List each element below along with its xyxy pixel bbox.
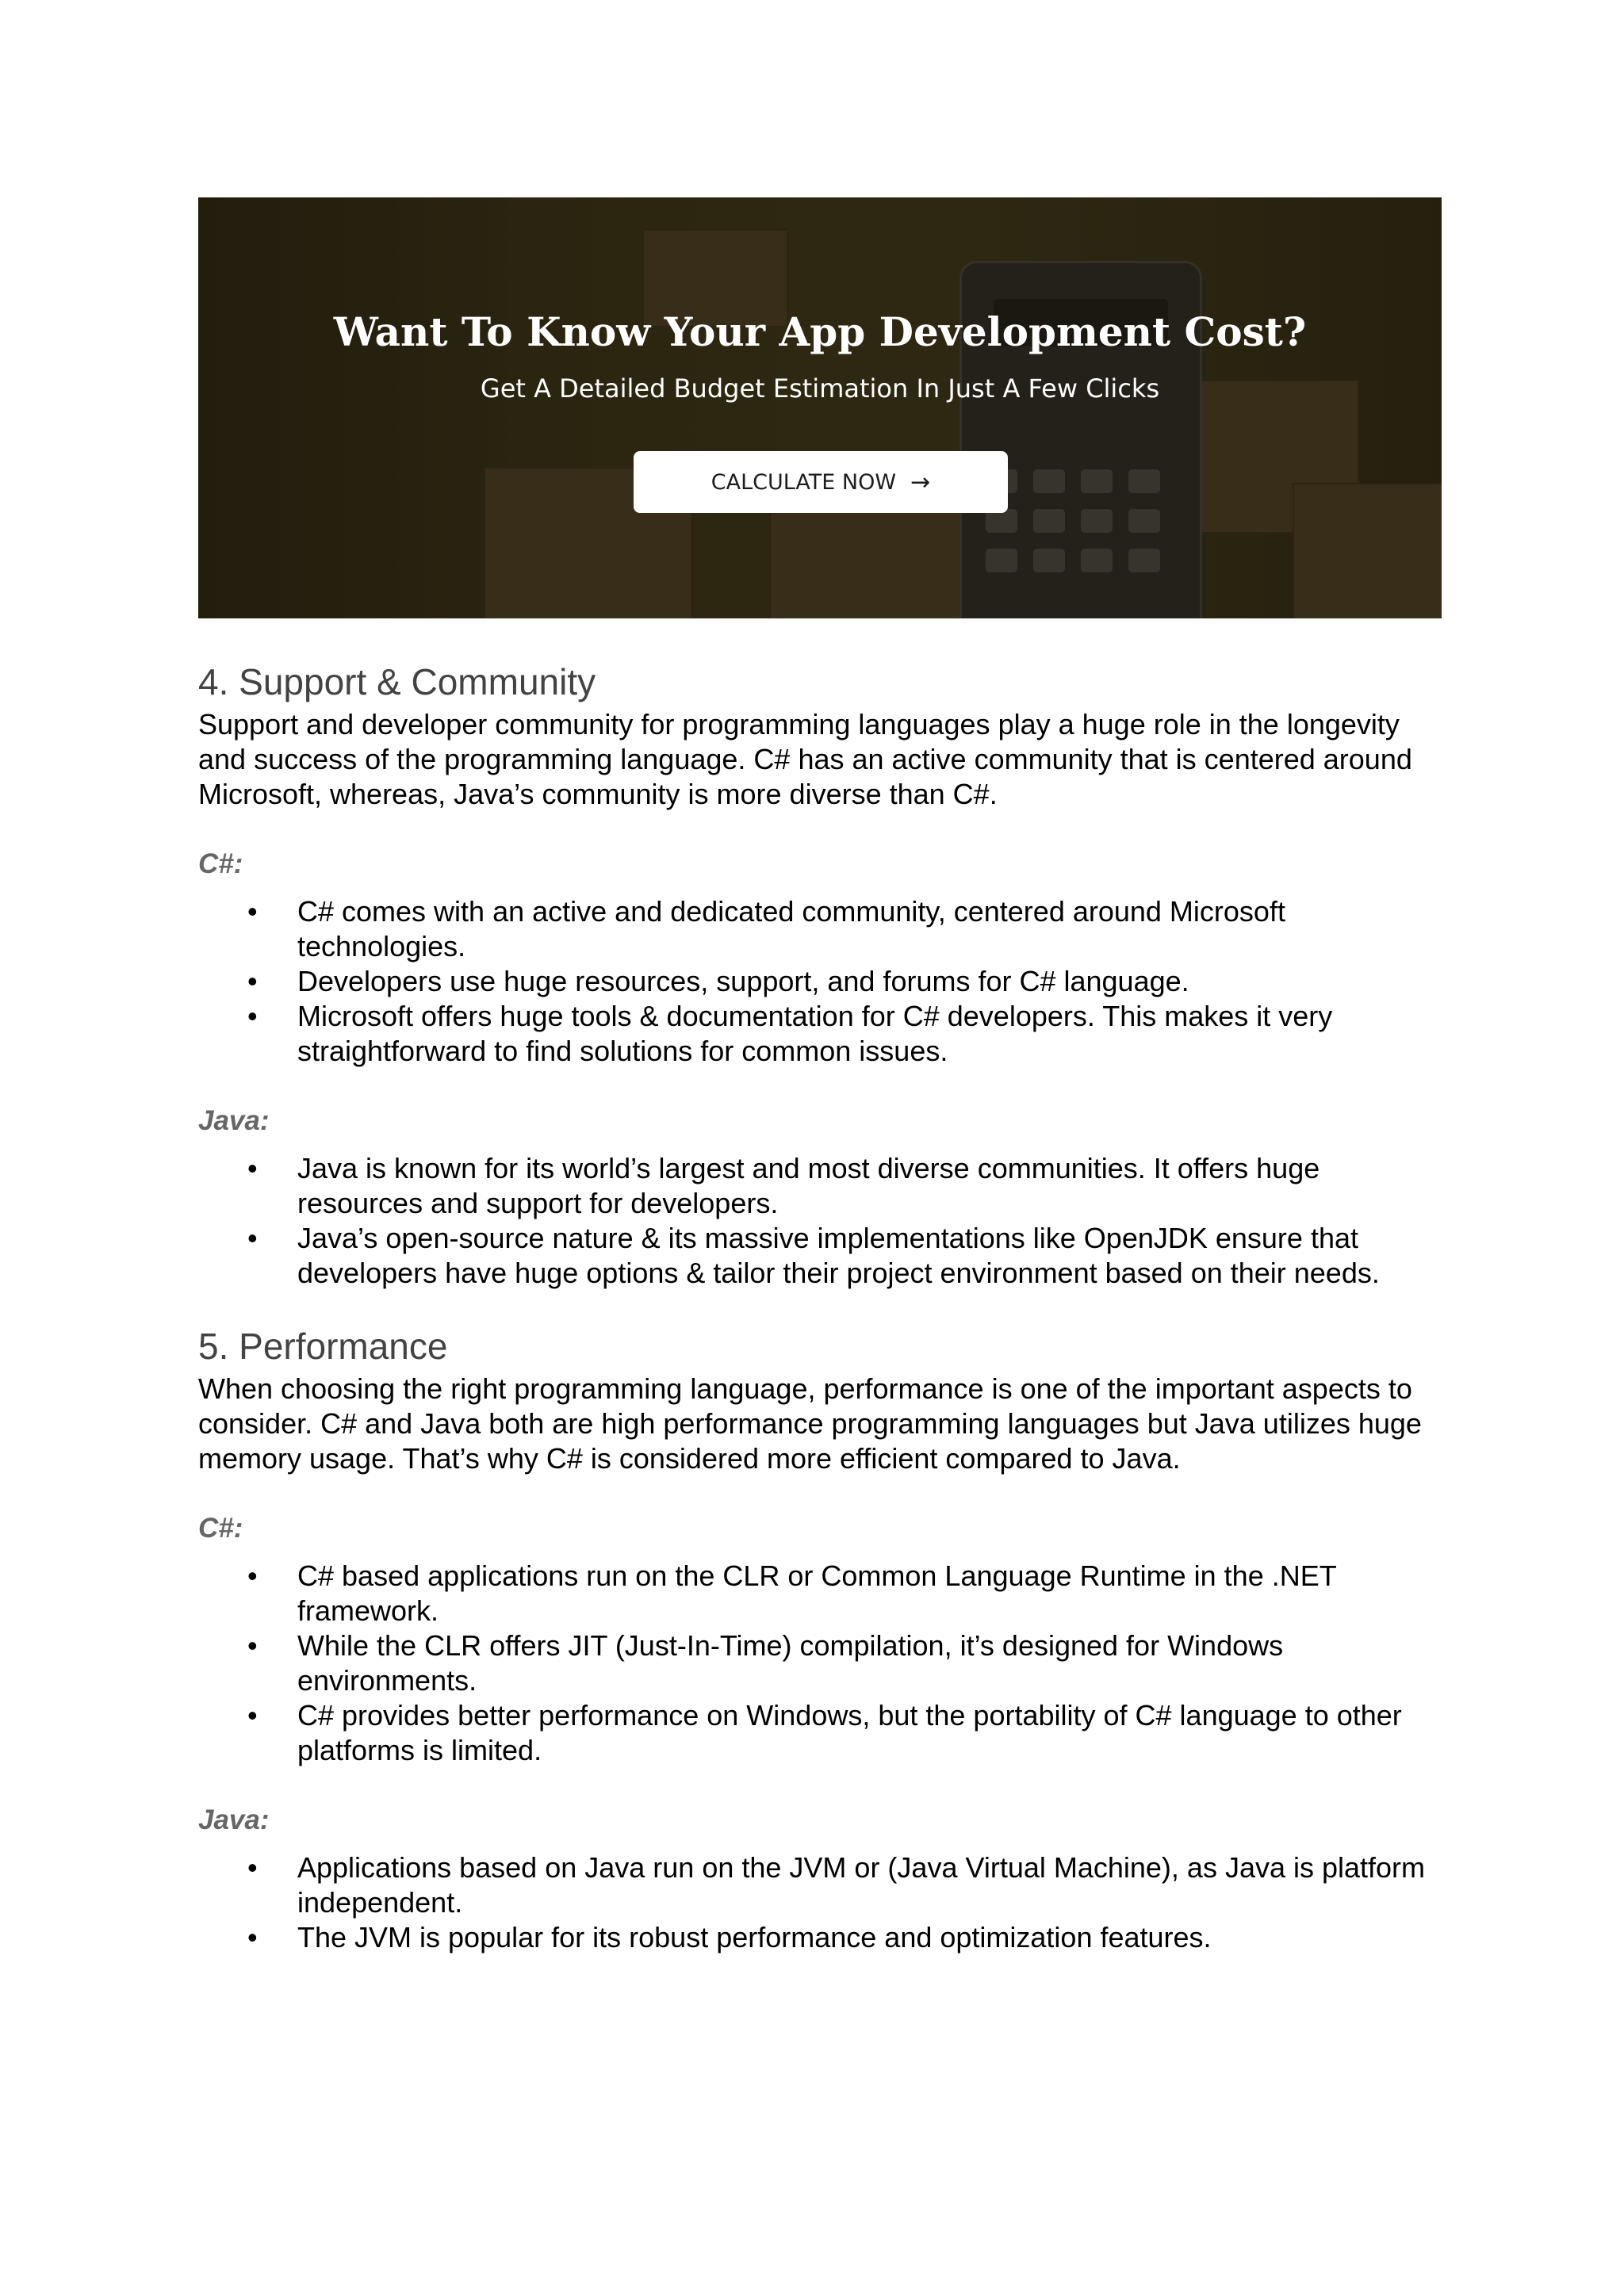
- group-label-java: Java:: [198, 1804, 270, 1835]
- list-item: • C# based applications run on the CLR or Common Language Runtime in the .NET framework.: [247, 1559, 1337, 1627]
- bullet-list: [198, 894, 1451, 1069]
- section-heading-performance: 5. Performance: [198, 1326, 448, 1367]
- section-intro: Support and developer community for programming languages play a huge role in the longevity and success of the programming language. C# has an active community that is centered around Microsoft, whereas, Java’s community is more diverse than C#.: [198, 708, 1412, 810]
- list-item: • C# comes with an active and dedicated community, centered around Microsoft technologies.: [247, 895, 1285, 962]
- list-item: • C# provides better performance on Windows, but the portability of C# language to other platforms is limited.: [247, 1699, 1402, 1766]
- group-label-csharp: C#:: [198, 848, 243, 879]
- section-heading-support: 4. Support & Community: [198, 661, 596, 702]
- bullet-list: [198, 1559, 1451, 1768]
- article-body: [198, 658, 1451, 1955]
- list-item: • While the CLR offers JIT (Just-In-Time) compilation, it’s designed for Windows environments.: [247, 1629, 1284, 1697]
- banner-subtitle: Get A Detailed Budget Estimation In Just A Few Clicks: [480, 373, 1160, 404]
- group-label-csharp: C#:: [198, 1513, 243, 1544]
- group-label-java: Java:: [198, 1105, 270, 1136]
- banner-title: Want To Know Your App Development Cost?: [333, 308, 1307, 355]
- list-item: • Java’s open-source nature & its massive implementations like OpenJDK ensure that developers have huge options & tailor their project environment based on their needs.: [247, 1222, 1380, 1289]
- section-intro: When choosing the right programming language, performance is one of the important aspects to consider. C# and Java both are high performance programming languages but Java utilizes huge memory usage. That’s why C# is considered more efficient compared to Java.: [198, 1372, 1422, 1475]
- list-item: • Developers use huge resources, support, and forums for C# language.: [247, 965, 1189, 997]
- list-item: • The JVM is popular for its robust performance and optimization features.: [247, 1921, 1212, 1954]
- bullet-list: [198, 1850, 1451, 1955]
- cost-calculator-banner[interactable]: [198, 197, 1442, 618]
- calculate-now-button[interactable]: [634, 451, 1008, 513]
- arrow-right-icon: →: [910, 468, 931, 496]
- calculate-now-label: CALCULATE NOW: [710, 469, 897, 495]
- bullet-list: [198, 1151, 1451, 1291]
- list-item: • Microsoft offers huge tools & documentation for C# developers. This makes it very straightforward to find solutions for common issues.: [247, 1000, 1333, 1067]
- list-item: • Java is known for its world’s largest and most diverse communities. It offers huge resources and support for developers.: [247, 1152, 1320, 1219]
- list-item: • Applications based on Java run on the JVM or (Java Virtual Machine), as Java is platform independent.: [247, 1851, 1426, 1919]
